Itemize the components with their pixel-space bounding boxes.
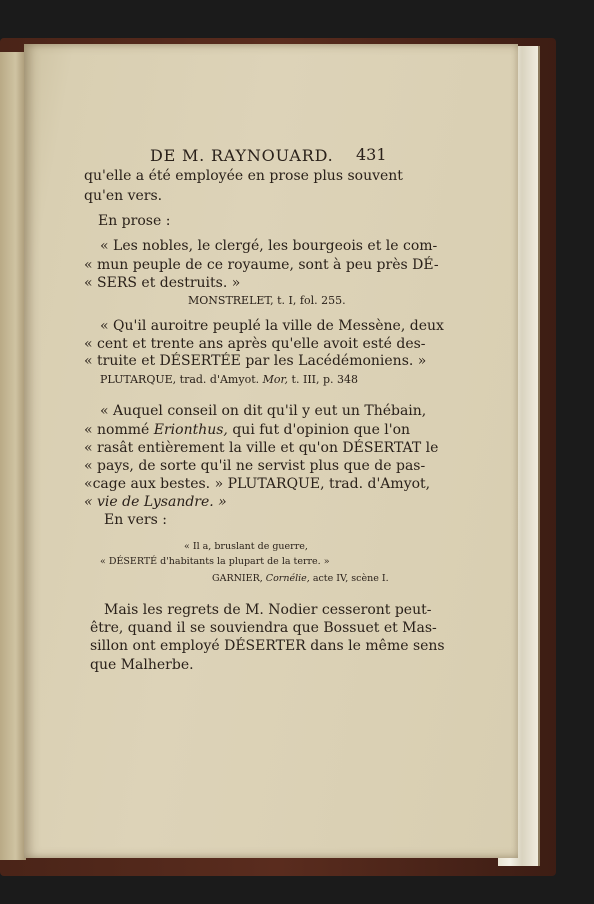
verse-line: « Il a, bruslant de guerre, <box>184 541 308 552</box>
citation: MONSTRELET, t. I, fol. 255. <box>188 294 346 307</box>
text-line: « rasât entièrement la ville et qu'on DÉSERTAT le <box>84 440 439 456</box>
text-line: « truite et DÉSERTÉE par les Lacédémoniens. » <box>84 353 427 369</box>
text-line: « vie de Lysandre. » <box>84 494 227 510</box>
left-page-edge <box>0 52 26 860</box>
text-line: En prose : <box>98 213 171 229</box>
text-line: sillon ont employé DÉSERTER dans le même sens <box>90 638 445 654</box>
text-line: « cent et trente ans après qu'elle avoit esté des- <box>84 336 426 352</box>
text-line: « Auquel conseil on dit qu'il y eut un Thébain, <box>100 403 427 419</box>
text-line: qu'en vers. <box>84 188 163 204</box>
text-line: être, quand il se souviendra que Bossuet et Mas- <box>90 620 437 636</box>
text-line: « mun peuple de ce royaume, sont à peu près DÉ- <box>84 257 439 273</box>
text-line: « pays, de sorte qu'il ne servist plus que de pas- <box>84 458 426 474</box>
citation: GARNIER, Cornélie, acte IV, scène I. <box>212 573 389 584</box>
running-title: DE M. RAYNOUARD. <box>150 146 334 165</box>
citation: PLUTARQUE, trad. d'Amyot. Mor, t. III, p. 348 <box>100 373 359 386</box>
text-line: «cage aux bestes. » PLUTARQUE, trad. d'Amyot, <box>84 476 431 492</box>
text-line: qu'elle a été employée en prose plus souvent <box>84 168 403 184</box>
page-number: 431 <box>356 145 387 164</box>
text-line: « Qu'il auroitre peuplé la ville de Messène, deux <box>100 318 444 334</box>
text-line: Mais les regrets de M. Nodier cesseront peut- <box>104 602 432 618</box>
text-line: En vers : <box>104 512 167 528</box>
text-line: que Malherbe. <box>90 657 194 673</box>
text-line: « SERS et destruits. » <box>84 275 241 291</box>
text-line: « nommé Erionthus, qui fut d'opinion que l'on <box>84 422 411 438</box>
verse-line: « DÉSERTÉ d'habitants la plupart de la terre. » <box>100 556 330 567</box>
text-line: « Les nobles, le clergé, les bourgeois et le com- <box>100 238 438 254</box>
